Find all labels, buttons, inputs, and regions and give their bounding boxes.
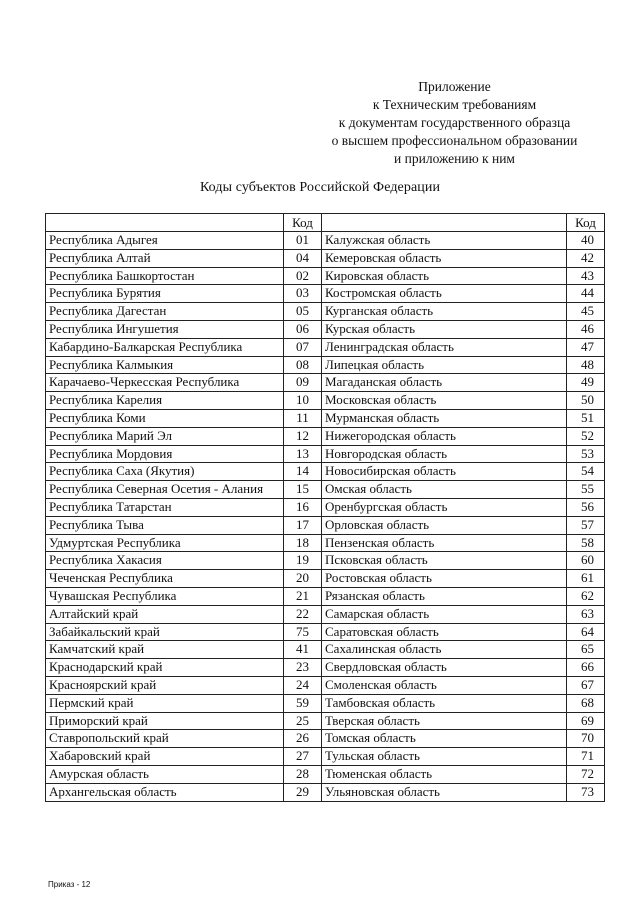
table-row — [46, 498, 605, 516]
region-code: 13 — [284, 445, 322, 463]
table-row — [46, 676, 605, 694]
header-code: Код — [284, 214, 322, 232]
region-name: Республика Татарстан — [46, 498, 284, 516]
region-code: 05 — [284, 303, 322, 321]
region-name: Свердловская область — [322, 659, 567, 677]
region-code: 69 — [567, 712, 605, 730]
table-row — [46, 392, 605, 410]
region-name: Курская область — [322, 320, 567, 338]
appendix-heading — [300, 78, 625, 168]
region-name: Красноярский край — [46, 676, 284, 694]
table-row — [46, 249, 605, 267]
region-code: 68 — [567, 694, 605, 712]
table-row — [46, 409, 605, 427]
region-name: Пермский край — [46, 694, 284, 712]
region-code: 65 — [567, 641, 605, 659]
region-name: Магаданская область — [322, 374, 567, 392]
region-code: 56 — [567, 498, 605, 516]
region-name: Омская область — [322, 481, 567, 499]
region-name: Краснодарский край — [46, 659, 284, 677]
region-code: 70 — [567, 730, 605, 748]
table-row — [46, 427, 605, 445]
region-code: 11 — [284, 409, 322, 427]
region-code: 67 — [567, 676, 605, 694]
region-code: 75 — [284, 623, 322, 641]
table-body — [46, 232, 605, 802]
table-header-row — [46, 214, 605, 232]
region-code: 44 — [567, 285, 605, 303]
region-name: Оренбургская область — [322, 498, 567, 516]
region-name: Рязанская область — [322, 587, 567, 605]
region-code: 64 — [567, 623, 605, 641]
region-name: Псковская область — [322, 552, 567, 570]
table-row — [46, 605, 605, 623]
table-row — [46, 374, 605, 392]
table-row — [46, 748, 605, 766]
region-code: 48 — [567, 356, 605, 374]
region-code: 24 — [284, 676, 322, 694]
appendix-line: к Техническим требованиям — [372, 97, 537, 112]
region-name: Удмуртская Республика — [46, 534, 284, 552]
region-code: 15 — [284, 481, 322, 499]
region-name: Республика Мордовия — [46, 445, 284, 463]
appendix-line: Приложение — [418, 79, 491, 94]
region-name: Ульяновская область — [322, 783, 567, 801]
region-name: Пензенская область — [322, 534, 567, 552]
table-row — [46, 587, 605, 605]
region-code: 17 — [284, 516, 322, 534]
region-code: 08 — [284, 356, 322, 374]
region-code: 25 — [284, 712, 322, 730]
region-code: 51 — [567, 409, 605, 427]
region-name: Республика Тыва — [46, 516, 284, 534]
header-region-name — [46, 214, 284, 232]
appendix-line: о высшем профессиональном образовании — [331, 133, 578, 148]
region-name: Республика Саха (Якутия) — [46, 463, 284, 481]
header-code: Код — [567, 214, 605, 232]
region-name: Курганская область — [322, 303, 567, 321]
region-code: 60 — [567, 552, 605, 570]
region-code: 58 — [567, 534, 605, 552]
region-code: 57 — [567, 516, 605, 534]
region-code: 71 — [567, 748, 605, 766]
region-name: Московская область — [322, 392, 567, 410]
region-name: Приморский край — [46, 712, 284, 730]
region-name: Кабардино-Балкарская Республика — [46, 338, 284, 356]
region-code: 20 — [284, 570, 322, 588]
region-name: Орловская область — [322, 516, 567, 534]
region-code: 62 — [567, 587, 605, 605]
region-name: Забайкальский край — [46, 623, 284, 641]
table-row — [46, 303, 605, 321]
region-code: 12 — [284, 427, 322, 445]
region-name: Ленинградская область — [322, 338, 567, 356]
table-row — [46, 285, 605, 303]
region-code: 14 — [284, 463, 322, 481]
region-name: Ставропольский край — [46, 730, 284, 748]
region-code: 50 — [567, 392, 605, 410]
region-code: 72 — [567, 765, 605, 783]
region-code: 63 — [567, 605, 605, 623]
region-name: Мурманская область — [322, 409, 567, 427]
region-code: 26 — [284, 730, 322, 748]
region-name: Ростовская область — [322, 570, 567, 588]
region-code: 29 — [284, 783, 322, 801]
table-row — [46, 320, 605, 338]
region-name: Хабаровский край — [46, 748, 284, 766]
region-name: Новгородская область — [322, 445, 567, 463]
document-title: Коды субъектов Российской Федерации — [199, 180, 441, 195]
region-code: 49 — [567, 374, 605, 392]
region-name: Томская область — [322, 730, 567, 748]
region-name: Кировская область — [322, 267, 567, 285]
region-name: Республика Башкортостан — [46, 267, 284, 285]
region-code: 01 — [284, 232, 322, 250]
region-code: 19 — [284, 552, 322, 570]
region-name: Сахалинская область — [322, 641, 567, 659]
table-row — [46, 730, 605, 748]
region-name: Липецкая область — [322, 356, 567, 374]
region-name: Чеченская Республика — [46, 570, 284, 588]
region-name: Саратовская область — [322, 623, 567, 641]
region-code: 06 — [284, 320, 322, 338]
region-code: 04 — [284, 249, 322, 267]
region-name: Кемеровская область — [322, 249, 567, 267]
table-row — [46, 552, 605, 570]
region-code: 09 — [284, 374, 322, 392]
region-code: 43 — [567, 267, 605, 285]
region-name: Республика Ингушетия — [46, 320, 284, 338]
region-name: Тюменская область — [322, 765, 567, 783]
region-name: Нижегородская область — [322, 427, 567, 445]
table-row — [46, 338, 605, 356]
region-code: 03 — [284, 285, 322, 303]
region-code: 45 — [567, 303, 605, 321]
region-name: Республика Калмыкия — [46, 356, 284, 374]
region-name: Костромская область — [322, 285, 567, 303]
region-name: Республика Коми — [46, 409, 284, 427]
region-code: 53 — [567, 445, 605, 463]
region-code: 61 — [567, 570, 605, 588]
table-row — [46, 694, 605, 712]
region-name: Самарская область — [322, 605, 567, 623]
region-code: 52 — [567, 427, 605, 445]
region-name: Республика Алтай — [46, 249, 284, 267]
region-name: Тверская область — [322, 712, 567, 730]
region-code: 40 — [567, 232, 605, 250]
table-row — [46, 712, 605, 730]
region-name: Республика Бурятия — [46, 285, 284, 303]
region-name: Калужская область — [322, 232, 567, 250]
region-name: Карачаево-Черкесская Республика — [46, 374, 284, 392]
region-name: Тульская область — [322, 748, 567, 766]
region-code: 66 — [567, 659, 605, 677]
region-code: 23 — [284, 659, 322, 677]
table-row — [46, 534, 605, 552]
table-row — [46, 659, 605, 677]
table-row — [46, 463, 605, 481]
table-row — [46, 356, 605, 374]
table-row — [46, 765, 605, 783]
region-code: 18 — [284, 534, 322, 552]
footer-label: Приказ - 12 — [48, 880, 91, 889]
region-name: Республика Северная Осетия - Алания — [46, 481, 284, 499]
region-name: Амурская область — [46, 765, 284, 783]
region-name: Республика Адыгея — [46, 232, 284, 250]
table-row — [46, 570, 605, 588]
region-code: 47 — [567, 338, 605, 356]
appendix-line: и приложению к ним — [394, 151, 515, 166]
region-code: 55 — [567, 481, 605, 499]
table-row — [46, 267, 605, 285]
appendix-line: к документам государственного образца — [338, 115, 571, 130]
region-code: 07 — [284, 338, 322, 356]
region-code: 54 — [567, 463, 605, 481]
table-row — [46, 516, 605, 534]
region-name: Алтайский край — [46, 605, 284, 623]
region-code: 02 — [284, 267, 322, 285]
region-name: Тамбовская область — [322, 694, 567, 712]
region-code: 28 — [284, 765, 322, 783]
region-name: Камчатский край — [46, 641, 284, 659]
region-code: 27 — [284, 748, 322, 766]
table-row — [46, 445, 605, 463]
table-row — [46, 783, 605, 801]
table-row — [46, 481, 605, 499]
region-code: 10 — [284, 392, 322, 410]
table-row — [46, 232, 605, 250]
region-name: Смоленская область — [322, 676, 567, 694]
region-name: Республика Карелия — [46, 392, 284, 410]
region-code: 42 — [567, 249, 605, 267]
header-region-name — [322, 214, 567, 232]
table-row — [46, 623, 605, 641]
region-name: Республика Дагестан — [46, 303, 284, 321]
region-code: 41 — [284, 641, 322, 659]
region-code: 22 — [284, 605, 322, 623]
region-name: Архангельская область — [46, 783, 284, 801]
region-name: Новосибирская область — [322, 463, 567, 481]
region-name: Республика Хакасия — [46, 552, 284, 570]
region-code: 21 — [284, 587, 322, 605]
region-name: Республика Марий Эл — [46, 427, 284, 445]
region-code: 59 — [284, 694, 322, 712]
region-code: 46 — [567, 320, 605, 338]
region-name: Чувашская Республика — [46, 587, 284, 605]
region-code: 73 — [567, 783, 605, 801]
region-code: 16 — [284, 498, 322, 516]
region-codes-table — [45, 213, 605, 802]
table-row — [46, 641, 605, 659]
